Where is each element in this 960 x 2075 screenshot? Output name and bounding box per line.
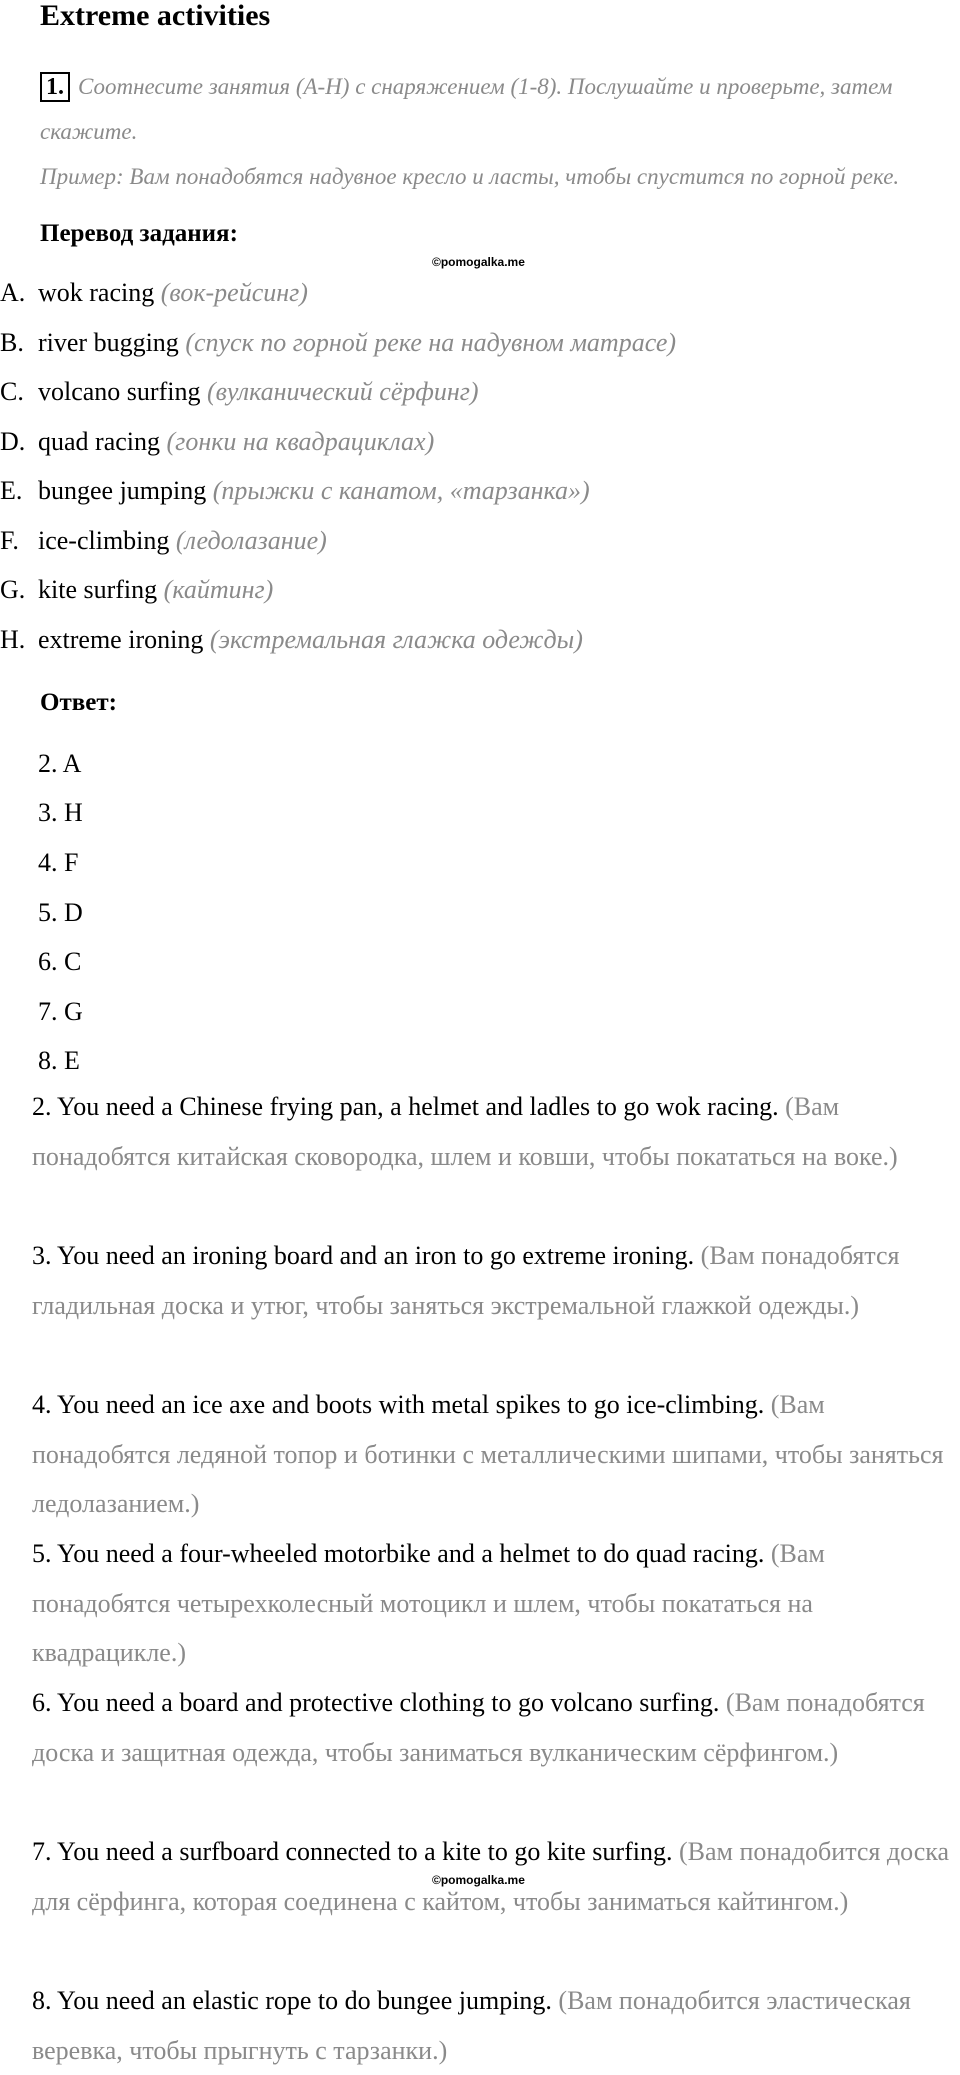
sentence-english: 3. You need an ironing board and an iron to go extreme ironing. — [32, 1241, 695, 1270]
sentence-english: 8. You need an elastic rope to do bungee jumping. — [32, 1986, 552, 2015]
activity-english: volcano surfing — [38, 377, 201, 406]
activity-english: kite surfing — [38, 575, 158, 604]
activity-item — [0, 376, 479, 408]
activity-russian: (вок-рейсинг) — [160, 278, 308, 307]
answer-item: 6. C — [38, 947, 82, 976]
activity-letter: F. — [0, 526, 19, 555]
sentence-russian: (Вам понадобятся доска и защитная одежда, чтобы заниматься вулканическим сёрфингом.) — [32, 1688, 925, 1767]
sentence-russian: (Вам понадобятся четырехколесный мотоцикл и шлем, чтобы покататься на квадрацикле.) — [32, 1539, 825, 1667]
activity-item — [0, 277, 308, 309]
activity-russian: (прыжки с канатом, «тарзанка») — [212, 476, 590, 505]
answer-heading: Ответ: — [40, 689, 117, 716]
sentence-russian: (Вам понадобится эластическая веревка, чтобы прыгнуть с тарзанки.) — [32, 1986, 911, 2065]
activity-item — [0, 624, 583, 656]
activity-item — [0, 525, 327, 557]
activity-letter: A. — [0, 278, 26, 307]
task-example: Пример: Вам понадобятся надувное кресло и ласты, чтобы спустится по горной реке. — [40, 164, 900, 189]
answer-sentence — [32, 1529, 952, 1678]
sentence-english: 7. You need a surfboard connected to a kite to go kite surfing. — [32, 1837, 673, 1866]
sentence-english: 4. You need an ice axe and boots with metal spikes to go ice-climbing. — [32, 1390, 765, 1419]
activity-letter: B. — [0, 328, 24, 357]
answer-item: 2. A — [38, 749, 82, 778]
activity-english: river bugging — [38, 328, 179, 357]
answer-sentence — [32, 1678, 952, 1777]
sentence-english: 6. You need a board and protective clothing to go volcano surfing. — [32, 1688, 720, 1717]
activity-russian: (гонки на квадрациклах) — [166, 427, 435, 456]
activity-letter: H. — [0, 625, 26, 654]
answer-sentence — [32, 1976, 952, 2075]
sentence-russian: (Вам понадобятся гладильная доска и утюг, чтобы заняться экстремальной глажкой одежды.) — [32, 1241, 900, 1320]
activity-item — [0, 327, 676, 359]
task-instruction-line-1 — [40, 72, 960, 102]
watermark-top: ©pomogalka.me — [432, 255, 525, 269]
activity-english: wok racing — [38, 278, 155, 307]
activity-letter: D. — [0, 427, 26, 456]
translation-heading: Перевод задания: — [40, 220, 238, 247]
page-title: Extreme activities — [40, 0, 271, 32]
activity-english: ice-climbing — [38, 526, 170, 555]
activity-english: extreme ironing — [38, 625, 204, 654]
task-number-box: 1. — [40, 72, 70, 102]
answer-sentence — [32, 1380, 952, 1529]
activity-item — [0, 426, 434, 458]
sentence-russian: (Вам понадобятся китайская сковородка, шлем и ковши, чтобы покататься на воке.) — [32, 1092, 898, 1171]
watermark-bottom: ©pomogalka.me — [432, 1873, 525, 1887]
answer-item: 8. E — [38, 1046, 80, 1075]
answer-item: 7. G — [38, 997, 83, 1026]
activity-letter: E. — [0, 476, 23, 505]
activity-russian: (спуск по горной реке на надувном матрасе) — [185, 328, 677, 357]
activity-letter: C. — [0, 377, 24, 406]
sentence-russian: (Вам понадобятся ледяной топор и ботинки с металлическими шипами, чтобы заняться ледолазанием.) — [32, 1390, 944, 1518]
activity-english: bungee jumping — [38, 476, 207, 505]
activity-russian: (ледолазание) — [175, 526, 327, 555]
task-instruction-text: Соотнесите занятия (A-H) с снаряжением (1-8). Послушайте и проверьте, затем — [78, 74, 893, 99]
sentence-english: 5. You need a four-wheeled motorbike and a helmet to do quad racing. — [32, 1539, 765, 1568]
sentence-russian: (Вам понадобится доска для сёрфинга, которая соединена с кайтом, чтобы заниматься кайтингом.) — [32, 1837, 950, 1916]
activity-english: quad racing — [38, 427, 161, 456]
activity-russian: (кайтинг) — [163, 575, 274, 604]
sentence-english: 2. You need a Chinese frying pan, a helmet and ladles to go wok racing. — [32, 1092, 779, 1121]
activity-item — [0, 574, 273, 606]
answer-item: 3. H — [38, 798, 83, 827]
answer-sentence — [32, 1082, 952, 1181]
task-instruction-line-2: скажите. — [40, 119, 138, 144]
answer-sentence — [32, 1231, 952, 1330]
answer-item: 5. D — [38, 898, 83, 927]
answer-item: 4. F — [38, 848, 79, 877]
activity-item — [0, 475, 590, 507]
activity-letter: G. — [0, 575, 26, 604]
activity-russian: (экстремальная глажка одежды) — [209, 625, 583, 654]
activity-russian: (вулканический сёрфинг) — [206, 377, 479, 406]
